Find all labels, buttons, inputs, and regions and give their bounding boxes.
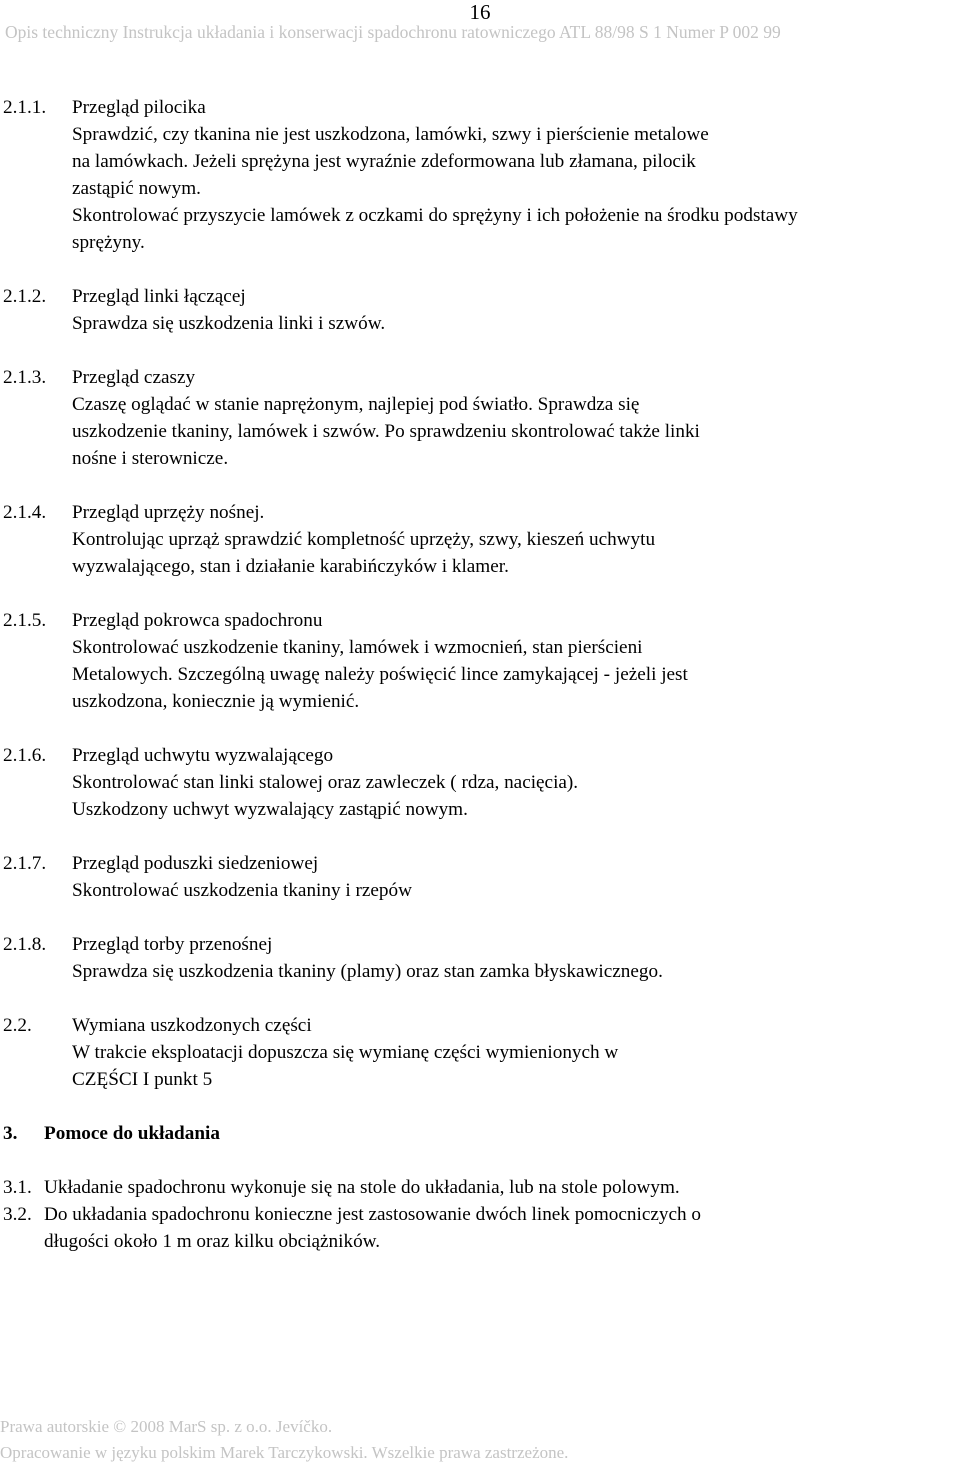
- section-title: Przegląd czaszy: [72, 367, 196, 388]
- chapter-number: 3.: [3, 1123, 18, 1144]
- section-number: 2.1.1.: [3, 97, 47, 118]
- section-number: 2.1.7.: [3, 853, 47, 874]
- text-line: Metalowych. Szczególną uwagę należy poświęcić lince zamykającej - jeżeli jest: [72, 664, 688, 685]
- item-3-2: [0, 1201, 960, 1255]
- section-number: 2.1.3.: [3, 367, 47, 388]
- section-2-1-2: [0, 283, 960, 337]
- text-line: Czaszę oglądać w stanie naprężonym, najlepiej pod światło. Sprawdza się: [72, 394, 640, 415]
- chapter-3-heading: [0, 1120, 960, 1147]
- text-line: CZĘŚCI I punkt 5: [72, 1069, 213, 1090]
- text-line: Sprawdza się uszkodzenia tkaniny (plamy) oraz stan zamka błyskawicznego.: [72, 961, 663, 982]
- section-content: [72, 742, 940, 823]
- section-title: Przegląd poduszki siedzeniowej: [72, 853, 319, 874]
- text-line: nośne i sterownicze.: [72, 448, 229, 469]
- section-title: Przegląd uprzęży nośnej.: [72, 502, 265, 523]
- section-content: [72, 1012, 940, 1093]
- text-line: Do układania spadochronu konieczne jest zastosowanie dwóch linek pomocniczych o: [44, 1204, 701, 1225]
- text-line: Skontrolować przyszycie lamówek z oczkami do sprężyny i ich położenie na środku podstawy: [72, 205, 798, 226]
- text-line: Sprawdzić, czy tkanina nie jest uszkodzona, lamówki, szwy i pierścienie metalowe: [72, 124, 709, 145]
- item-3-1: [0, 1174, 960, 1201]
- running-header: Opis techniczny Instrukcja układania i konserwacji spadochronu ratowniczego ATL 88/98 S 1 Numer P 002 99: [5, 22, 781, 42]
- chapter-title: Pomoce do układania: [44, 1123, 220, 1144]
- text-line: sprężyny.: [72, 232, 145, 253]
- section-number: 2.1.4.: [3, 502, 47, 523]
- section-2-1-7: [0, 850, 960, 904]
- page-footer: [0, 1414, 960, 1466]
- item-content: [44, 1174, 940, 1201]
- section-2-1-1: [0, 94, 960, 256]
- section-title: Przegląd pokrowca spadochronu: [72, 610, 323, 631]
- text-line: na lamówkach. Jeżeli sprężyna jest wyraźnie zdeformowana lub złamana, pilocik: [72, 151, 696, 172]
- section-content: [72, 607, 940, 715]
- section-2-1-3: [0, 364, 960, 472]
- text-line: wyzwalającego, stan i działanie karabińczyków i klamer.: [72, 556, 509, 577]
- text-line: Uszkodzony uchwyt wyzwalający zastąpić nowym.: [72, 799, 468, 820]
- text-line: Sprawdza się uszkodzenia linki i szwów.: [72, 313, 386, 334]
- section-content: [72, 931, 940, 985]
- section-content: [72, 364, 940, 472]
- document-body: [0, 94, 960, 1255]
- translation-credit-line: Opracowanie w języku polskim Marek Tarczykowski. Wszelkie prawa zastrzeżone.: [0, 1443, 569, 1462]
- text-line: Kontrolując uprząż sprawdzić kompletność uprzęży, szwy, kieszeń uchwytu: [72, 529, 656, 550]
- text-line: Skontrolować uszkodzenia tkaniny i rzepów: [72, 880, 412, 901]
- section-title: Wymiana uszkodzonych części: [72, 1015, 312, 1036]
- item-number: 3.2.: [3, 1204, 32, 1225]
- section-number: 2.1.2.: [3, 286, 47, 307]
- section-title: Przegląd torby przenośnej: [72, 934, 273, 955]
- section-2-1-6: [0, 742, 960, 823]
- section-content: [72, 499, 940, 580]
- item-number: 3.1.: [3, 1177, 32, 1198]
- page-number: 16: [469, 0, 491, 24]
- section-title: Przegląd linki łączącej: [72, 286, 246, 307]
- item-content: [44, 1201, 940, 1255]
- text-line: Skontrolować stan linki stalowej oraz zawleczek ( rdza, nacięcia).: [72, 772, 579, 793]
- section-number: 2.2.: [3, 1015, 32, 1036]
- section-2-1-8: [0, 931, 960, 985]
- section-title: Przegląd pilocika: [72, 97, 206, 118]
- text-line: W trakcie eksploatacji dopuszcza się wymianę części wymienionych w: [72, 1042, 619, 1063]
- section-content: [72, 850, 940, 904]
- section-number: 2.1.8.: [3, 934, 47, 955]
- section-2-1-5: [0, 607, 960, 715]
- section-2-1-4: [0, 499, 960, 580]
- section-number: 2.1.6.: [3, 745, 47, 766]
- text-line: Skontrolować uszkodzenie tkaniny, lamówek i wzmocnień, stan pierścieni: [72, 637, 643, 658]
- text-line: Układanie spadochronu wykonuje się na stole do układania, lub na stole polowym.: [44, 1177, 680, 1198]
- section-content: [72, 94, 940, 256]
- text-line: uszkodzona, koniecznie ją wymienić.: [72, 691, 360, 712]
- copyright-line: Prawa autorskie © 2008 MarS sp. z o.o. Jevíčko.: [0, 1417, 333, 1436]
- section-title: Przegląd uchwytu wyzwalającego: [72, 745, 334, 766]
- section-number: 2.1.5.: [3, 610, 47, 631]
- text-line: uszkodzenie tkaniny, lamówek i szwów. Po sprawdzeniu skontrolować także linki: [72, 421, 700, 442]
- section-content: [72, 283, 940, 337]
- section-2-2: [0, 1012, 960, 1093]
- text-line: zastąpić nowym.: [72, 178, 201, 199]
- text-line: długości około 1 m oraz kilku obciążników.: [44, 1231, 381, 1252]
